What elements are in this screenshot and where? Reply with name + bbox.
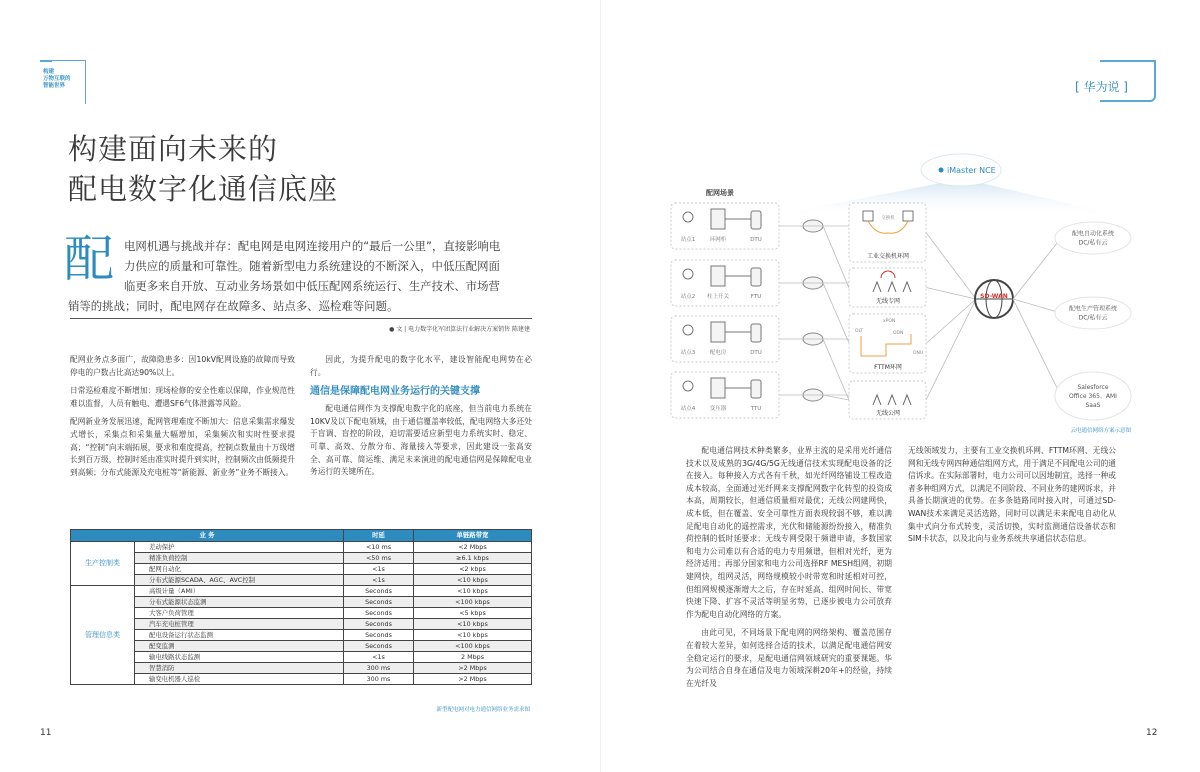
badge-line: 智能世界 — [43, 83, 66, 89]
latency-cell: <10 ms — [344, 542, 414, 553]
station-site-label: 站点4 — [680, 406, 696, 412]
cloud-target-1 — [1013, 222, 1131, 299]
bandwidth-cell: <10 kbps — [414, 630, 532, 641]
station-1 — [671, 203, 779, 249]
service-cell: 配变监测 — [135, 641, 344, 652]
network-label: FTTM环网 — [874, 364, 902, 371]
page-number: 12 — [1146, 728, 1158, 738]
bandwidth-cell: <5 kbps — [414, 608, 532, 619]
header-service: 业 务 — [71, 530, 344, 542]
table-row — [71, 586, 532, 597]
service-cell: 高级计量（AMI） — [135, 586, 344, 597]
table-row — [71, 597, 532, 608]
station-terminal-label: DTU — [750, 237, 762, 243]
table-row — [71, 630, 532, 641]
title-line-2: 配电数字化通信底座 — [68, 172, 339, 206]
table-row — [71, 663, 532, 674]
table-row — [71, 575, 532, 586]
latency-cell: Seconds — [344, 608, 414, 619]
badge-line: 万物互联的 — [43, 76, 71, 82]
latency-cell: <1s — [344, 564, 414, 575]
service-cell: 汽车充电桩管理 — [135, 619, 344, 630]
service-cell: 智慧消防 — [135, 663, 344, 674]
cloud-target-label: SaaS — [1085, 402, 1101, 409]
network-label: 无线公网 — [875, 410, 901, 417]
category-cell: 生产控制类 — [71, 542, 135, 586]
latency-cell: Seconds — [344, 619, 414, 630]
badge-line: 构建 — [43, 69, 55, 75]
bandwidth-cell: >2 Mbps — [414, 663, 532, 674]
equipment-icon — [711, 322, 725, 342]
drop-cap: 配 — [64, 230, 114, 288]
paragraph: 配电通信网技术种类繁多，业界主流的是采用光纤通信技术以及成熟的3G/4G/5G无线通信技术实现配电设备的泛在接入。每种接入方式各有千秋，如光纤网络铺设工程改造成本较高，全面通过光纤网来支撑配网数字化转型的投资成本高，周期较长，但通信质量相对最优；无线公网建网快，成本低，但在覆盖、安全可靠性方面表现较弱不够，难以满足配电自动化的遥控需求，光伏和储能源纷纷接入，精准负荷控制的低时延要求；无线专网受限于频谱申请，多数国家和电力公司难以有合适的电力专用频谱，但相对光纤，更为经济适用；再部分国家和电力公司选择RF MESH组网，初期建网快，组网灵活，网络规模较小时带宽和时延相对可控，但组网规模逐渐增大之后，存在时延高、组网时间长、带宽快速下降、扩容不灵活等明显劣势，已逐步被电力公司放弃作为配电自动化网络的方案。 — [686, 446, 892, 619]
bandwidth-cell: >2 Mbps — [414, 674, 532, 685]
network-2 — [849, 268, 926, 307]
title-line-1: 构建面向未来的 — [68, 132, 279, 166]
table-row — [71, 652, 532, 663]
latency-cell: <50 ms — [344, 553, 414, 564]
table-row — [71, 619, 532, 630]
paragraph: 由此可见，不同场景下配电网的网络架构、覆盖范围存在着较大差异，如何选择合适的技术，以满足配电通信网安全稳定运行的要求，是配电通信网领域研究的重要课题。华为公司结合自身在通信及电力领域深耕20年+的经验，持续在光纤及 — [686, 628, 892, 688]
cloud-target-label: 配电自动化系统 — [1071, 230, 1115, 238]
latency-cell: Seconds — [344, 630, 414, 641]
station-device-label: 柱上开关 — [706, 294, 730, 300]
pon-label: OLT — [855, 329, 864, 334]
bandwidth-cell: 2 Mbps — [414, 652, 532, 663]
equipment-icon — [711, 378, 725, 398]
station-device-label: 环网柜 — [709, 237, 727, 243]
page-number: 11 — [40, 728, 52, 738]
latency-cell: 300 ms — [344, 674, 414, 685]
paragraph: 配网业务点多面广，故障隐患多：因10kV配网设施的故障而导致停电的户数占比高达90%以上。 — [70, 355, 295, 377]
paragraph: 配网新业务发展迅速，配网管理难度不断加大：信息采集需求爆发式增长，采集点和采集量大幅增加，采集频次和实时性要求提高；“控制”向末端拓展，要求和难度提高，控制点数量由十万级增长到百万级，控制时延由准实时提升到实时，控制频次由低频提升到高频；分布式能源及充电桩等“新能源、新业务”业务不断接入。 — [70, 417, 295, 477]
paragraph: 无线领域发力，主要有工业交换机环网、FTTM环网、无线公网和无线专网四种通信组网方式，用于满足不同配电公司的通信诉求。在实际部署时，电力公司可以因地制宜，选择一种或者多种组网方式，以满足不同阶段、不同业务的建网诉求，并具备长期演进的优势。在多条链路同时接入时，可通过SD-WAN技术来满足灵活选路，同时可以满足未来配电自动化从集中式向分布式转变，灵活切换，实时监测通信设备状态和SIM卡状态，以及北向与业务系统共享通信状态信息。 — [908, 446, 1116, 544]
header-latency: 时延 — [344, 530, 414, 542]
service-cell: 配电设备运行状态监测 — [135, 630, 344, 641]
bandwidth-cell: <100 kbps — [414, 641, 532, 652]
terminal-icon — [751, 324, 761, 342]
service-cell: 配网自动化 — [135, 564, 344, 575]
cloud-target-label: DC/私有云 — [1078, 239, 1108, 247]
lead-paragraph — [68, 236, 534, 316]
service-cell: 输电线路状态监测 — [135, 652, 344, 663]
sdwan-globe — [975, 280, 1013, 318]
network-label: 工业交换机环网 — [866, 253, 910, 260]
service-cell: 分布式能源状态监测 — [135, 597, 344, 608]
network-1 — [849, 203, 926, 262]
paragraph: 因此，为提升配电的数字化水平，建设智能配电网势在必行。 — [310, 355, 532, 377]
table-row — [71, 553, 532, 564]
lead-line: 力供应的质量和可靠性。随着新型电力系统建设的不断深入，中低压配网面 — [124, 259, 500, 273]
section-heading: 通信是保障配电网业务运行的关键支撑 — [310, 386, 480, 398]
bandwidth-cell: <2 Mbps — [414, 542, 532, 553]
section-badge — [43, 69, 71, 90]
pon-label: xPON — [883, 319, 896, 324]
column-tag: [ 华为说 ] — [1075, 80, 1128, 94]
latency-cell: 300 ms — [344, 663, 414, 674]
table-row — [71, 608, 532, 619]
station-terminal-label: FTU — [750, 294, 762, 300]
station-3 — [671, 316, 779, 362]
bandwidth-cell: <10 kbps — [414, 586, 532, 597]
terminal-icon — [751, 380, 761, 398]
lead-line: 销等的挑战；同时，配电网存在故障多、站点多、巡检难等问题。 — [68, 299, 399, 313]
station-site-label: 站点3 — [680, 350, 696, 356]
equipment-icon — [711, 209, 725, 229]
station-device-label: 配电房 — [709, 350, 727, 356]
cloud-target-label: DC/私有云 — [1078, 314, 1108, 322]
right-page — [600, 0, 1200, 772]
scene-label: 配网场景 — [706, 189, 734, 197]
table-row — [71, 564, 532, 575]
latency-cell: <1s — [344, 652, 414, 663]
service-cell: 差动保护 — [135, 542, 344, 553]
diagram-caption: 云电通信网络方案示意图 — [1070, 428, 1131, 434]
bandwidth-cell: <2 kbps — [414, 564, 532, 575]
cloud-label: iMaster NCE — [947, 166, 996, 175]
table-row — [71, 641, 532, 652]
station-terminal-label: DTU — [750, 350, 762, 356]
latency-cell: Seconds — [344, 586, 414, 597]
service-cell: 分布式能源SCADA、AGC、AVC控制 — [135, 575, 344, 586]
lead-line: 电网机遇与挑战并存：配电网是电网连接用户的“最后一公里”，直接影响电 — [124, 239, 501, 253]
network-label: 无线专网 — [875, 298, 901, 305]
network-4 — [849, 381, 926, 419]
cloud-icon — [1055, 297, 1131, 329]
table-caption: 新型配电网对电力通信网络业务需求图 — [436, 707, 530, 713]
table-row — [71, 542, 532, 553]
station-site-label: 站点2 — [680, 294, 696, 300]
cloud-icon — [1055, 222, 1131, 254]
bandwidth-cell: <100 kbps — [414, 597, 532, 608]
bandwidth-cell: ≥6.1 kbps — [414, 553, 532, 564]
network-icon — [939, 168, 944, 173]
byline: ● 文 | 电力数字化军团算法行业解决方案销售 陈建建 — [389, 326, 530, 333]
service-cell: 输变电机器人巡检 — [135, 674, 344, 685]
body-column-2 — [310, 354, 532, 485]
cloud-target-label: Office 365、AMI — [1069, 393, 1117, 400]
pon-label: ODN — [893, 331, 904, 336]
pon-label: ONU — [913, 351, 924, 356]
cloud-target-2 — [1013, 297, 1131, 329]
terminal-icon — [751, 211, 761, 229]
latency-cell: Seconds — [344, 641, 414, 652]
table-row — [71, 674, 532, 685]
service-cell: 大客户负荷管理 — [135, 608, 344, 619]
latency-cell: <1s — [344, 575, 414, 586]
requirements-table — [70, 529, 532, 685]
body-column-1 — [70, 354, 295, 485]
imaster-cloud — [921, 154, 1001, 186]
category-cell: 管理信息类 — [71, 586, 135, 685]
divider — [70, 318, 532, 319]
station-site-label: 站点1 — [680, 237, 696, 243]
header-bandwidth: 单链路带宽 — [414, 530, 532, 542]
station-device-label: 变压器 — [709, 406, 727, 412]
body-column-1 — [686, 445, 892, 696]
cloud-beam — [761, 183, 1131, 218]
station-4 — [671, 372, 779, 418]
bandwidth-cell: <10 kbps — [414, 619, 532, 630]
lead-line: 临更多来自开放、互动业务场景如中低压配网系统运行、生产技术、市场营 — [124, 279, 500, 293]
bandwidth-cell: <10 kbps — [414, 575, 532, 586]
body-column-2 — [908, 445, 1116, 552]
paragraph: 日常巡检难度不断增加：现场检修的安全性难以保障，作业规范性难以监督，人员有触电、遭遇SF6气体泄露等风险。 — [70, 386, 295, 408]
network-diagram — [661, 138, 1141, 438]
switch-label: 交换机 — [881, 216, 895, 221]
latency-cell: Seconds — [344, 597, 414, 608]
cloud-target-label: Salesforce — [1077, 384, 1109, 391]
equipment-icon — [711, 266, 725, 286]
service-cell: 精准负荷控制 — [135, 553, 344, 564]
station-terminal-label: TTU — [750, 406, 762, 412]
terminal-icon — [751, 268, 761, 286]
network-3 — [849, 314, 926, 373]
station-2 — [671, 260, 779, 306]
paragraph: 配电通信网作为支撑配电数字化的底座，但当前电力系统在10KV及以下配电领域，由于通信覆盖率较低，配电网络大多还处于盲调、盲控的阶段，迫切需要适应新型电力系统实时、稳定、可靠、高效、分散分布、海量接入等要求，因此建设一张高安全、高可靠、简运维、满足未来演进的配电通信网是保障配电业务运行的关键所在。 — [310, 404, 532, 477]
cloud-target-label: 配电生产管理系统 — [1068, 305, 1118, 313]
sdwan-label: SD-WAN — [980, 293, 1008, 300]
